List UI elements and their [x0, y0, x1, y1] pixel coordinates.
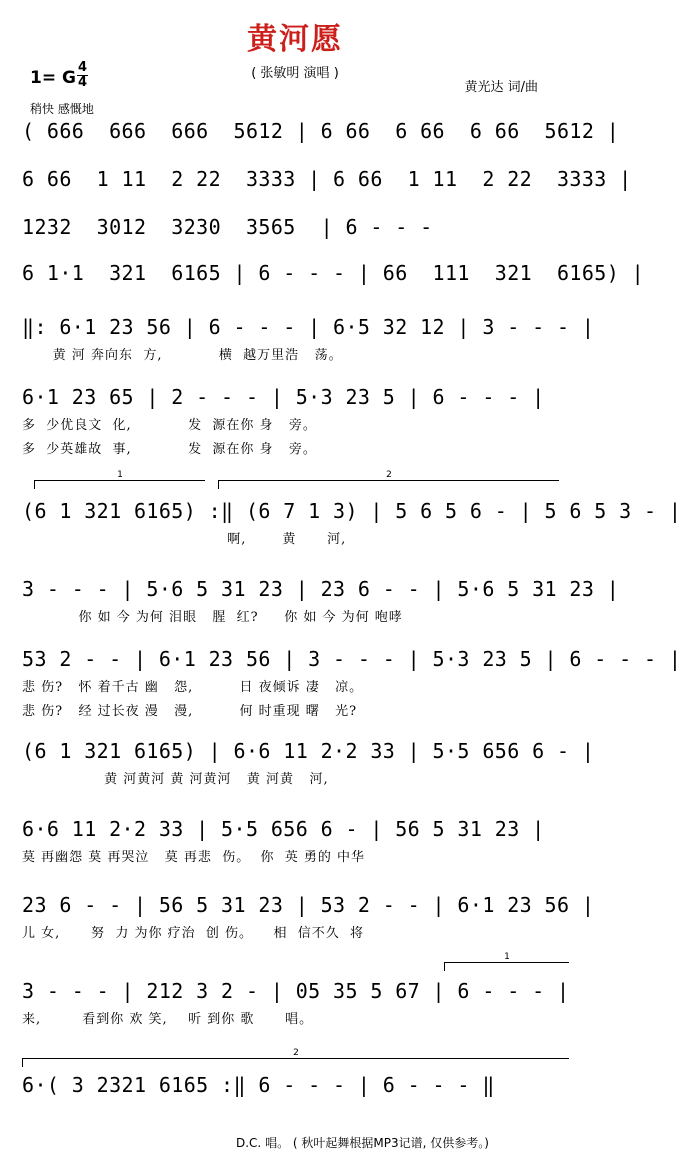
notes-line: (6 1 321 6165) :‖ (6 7 1 3) | 5 6 5 6 - | 5 6 5 3 - |	[22, 499, 681, 523]
lyrics-line-verse-2: 多 少英雄故 事, 发 源在你 身 旁。	[22, 442, 317, 457]
lyrics-line-verse-2: 悲 伤? 经 过长夜 漫 漫, 何 时重现 曙 光?	[22, 704, 358, 719]
score-line-1	[22, 119, 620, 160]
lyrics-line: 儿 女, 努 力 为你 疗治 创 伤。 相 信不久 将	[22, 926, 365, 941]
time-signature	[77, 62, 88, 89]
notes-line: 23 6 - - | 56 5 31 23 | 53 2 - - | 6·1 23 56 |	[22, 893, 595, 917]
notes-line: (6 1 321 6165) | 6·6 11 2·2 33 | 5·5 656 6 - |	[22, 739, 595, 763]
notes-line: 6·1 23 65 | 2 - - - | 5·3 23 5 | 6 - - - |	[22, 385, 545, 409]
notes-line: 1232 3012 3230 3565 | 6 - - -	[22, 215, 433, 239]
score-line-2	[22, 167, 632, 208]
score-line-8	[22, 577, 620, 625]
score-line-5	[22, 315, 595, 363]
score-line-14	[22, 1074, 568, 1114]
composer-credit: 黄光达 词/曲	[464, 80, 538, 95]
notes-line: 3 - - - | 212 3 2 - | 05 35 5 67 | 6 - - - |	[22, 979, 570, 1003]
notes-line: 53 2 - - | 6·1 23 56 | 3 - - - | 5·3 23 5 | 6 - - - |	[22, 647, 681, 671]
score-line-9	[22, 647, 681, 719]
lyrics-line-verse-1: 多 少优良文 化, 发 源在你 身 旁。	[22, 418, 317, 433]
notes-line: 6 66 1 11 2 22 3333 | 6 66 1 11 2 22 3333 |	[22, 167, 632, 191]
song-title: 黄河愿	[247, 22, 343, 57]
first-ending-bracket: 1	[34, 480, 205, 489]
score-line-7	[22, 499, 681, 547]
second-ending-bracket: 2	[218, 480, 559, 489]
key-signature: 1= G	[30, 68, 76, 88]
lyrics-line: 来, 看到你 欢 笑, 听 到你 歌 唱。	[22, 1012, 314, 1027]
lyrics-line: 你 如 今 为何 泪眼 腥 红? 你 如 今 为何 咆哮	[22, 610, 403, 625]
score-line-10	[22, 739, 595, 787]
footer-note: D.C. 唱。 ( 秋叶起舞根据MP3记谱, 仅供参考。)	[236, 1136, 489, 1150]
lyrics-line: 黄 河 奔向东 方, 横 越万里浩 荡。	[22, 348, 343, 363]
notes-line: 6·6 11 2·2 33 | 5·5 656 6 - | 56 5 31 23 |	[22, 817, 545, 841]
first-ending-bracket-2: 1	[444, 962, 569, 971]
tempo-marking: 稍快 感慨地	[30, 102, 94, 116]
singer-credit: ( 张敏明 演唱 )	[251, 66, 339, 81]
score-line-12	[22, 893, 595, 941]
score-line-4	[22, 261, 645, 302]
second-ending-bracket-2: 2	[22, 1058, 569, 1067]
notes-line: 6 1·1 321 6165 | 6 - - - | 66 111 321 6165) |	[22, 261, 645, 285]
notes-line: 3 - - - | 5·6 5 31 23 | 23 6 - - | 5·6 5 31 23 |	[22, 577, 620, 601]
score-line-6	[22, 385, 568, 457]
meter-top: 4	[77, 60, 88, 75]
notes-line: ‖: 6·1 23 56 | 6 - - - | 6·5 32 12 | 3 - - - |	[22, 315, 595, 339]
score-line-3	[22, 216, 568, 256]
meter-bottom: 4	[77, 75, 88, 90]
notes-line: ( 666 666 666 5612 | 6 66 6 66 6 66 5612 |	[22, 119, 620, 143]
lyrics-line: 啊, 黄 河,	[22, 532, 347, 547]
score-line-11	[22, 817, 568, 865]
notes-line: 6·( 3 2321 6165 :‖ 6 - - - | 6 - - - ‖	[22, 1073, 495, 1097]
lyrics-line-verse-1: 悲 伤? 怀 着千古 幽 怨, 日 夜倾诉 凄 凉。	[22, 680, 364, 695]
lyrics-line: 莫 再幽怨 莫 再哭泣 莫 再悲 伤。 你 英 勇的 中华	[22, 850, 365, 865]
lyrics-line: 黄 河黄河 黄 河黄河 黄 河黄 河,	[22, 772, 329, 787]
score-line-13	[22, 979, 570, 1027]
